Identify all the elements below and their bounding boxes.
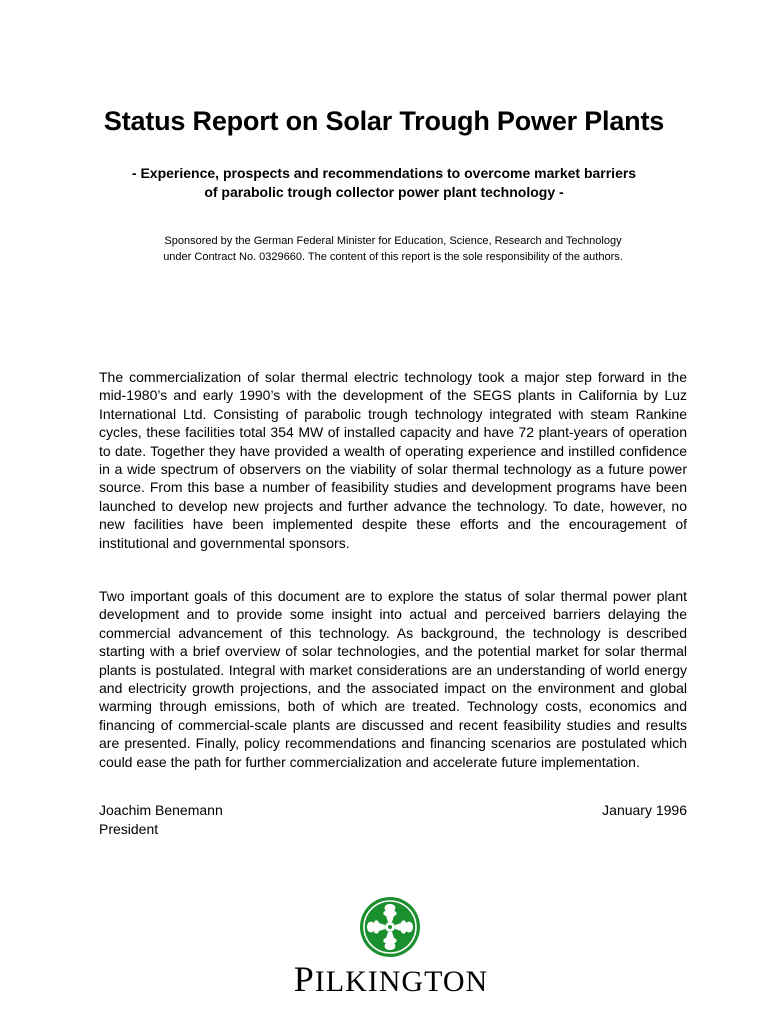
sponsor-line-1: Sponsored by the German Federal Minister for Education, Science, Research and Technology bbox=[164, 235, 622, 247]
sponsor-line-2: under Contract No. 0329660. The content of this report is the sole responsibility of the authors. bbox=[163, 251, 623, 263]
signature-name: Joachim Benemann bbox=[99, 802, 223, 818]
wordmark-initial: P bbox=[293, 959, 315, 999]
document-date: January 1996 bbox=[602, 802, 687, 818]
document-subtitle bbox=[0, 164, 768, 202]
pilkington-cross-logo-icon bbox=[358, 895, 422, 959]
wordmark-rest: ILKINGTON bbox=[314, 965, 489, 998]
body-paragraph-2: Two important goals of this document are to explore the status of solar thermal power plant development and to provide some insight into actual and perceived barriers delaying the commercial advancement of this technology. As background, the technology is described starting with a brief overview of solar technologies, and the potential market for solar thermal plants is postulated. Integral with market considerations are an understanding of world energy and electricity growth projections, and the associated impact on the environment and global warming through emissions, both of which are treated. Technology costs, economics and financing of commercial-scale plants are discussed and recent feasibility studies and results are presented. Finally, policy recommendations and financing scenarios are postulated which could ease the path for further commercialization and accelerate future implementation. bbox=[99, 588, 687, 770]
signature-block bbox=[99, 801, 223, 839]
body-paragraph-1: The commercialization of solar thermal electric technology took a major step forward in the mid-1980’s and early 1990’s with the development of the SEGS plants in California by Luz International Ltd. Consisting of parabolic trough technology integrated with steam Rankine cycles, these facilities total 354 MW of installed capacity and have 72 plant-years of operation to date. Together they have provided a wealth of operating experience and instilled confidence in a wide spectrum of observers on the viability of solar thermal technology as a future power source. From this base a number of feasibility studies and development programs have been launched to develop new projects and further advance the technology. To date, however, no new facilities have been implemented despite these efforts and the encouragement of institutional and governmental sponsors. bbox=[99, 369, 687, 551]
sponsor-note bbox=[0, 233, 768, 265]
signature-role: President bbox=[99, 821, 159, 837]
document-title: Status Report on Solar Trough Power Plants bbox=[103, 106, 665, 136]
subtitle-line-2: of parabolic trough collector power plant technology - bbox=[204, 184, 564, 200]
pilkington-wordmark bbox=[0, 958, 768, 1000]
subtitle-line-1: - Experience, prospects and recommendations to overcome market barriers bbox=[131, 165, 637, 181]
